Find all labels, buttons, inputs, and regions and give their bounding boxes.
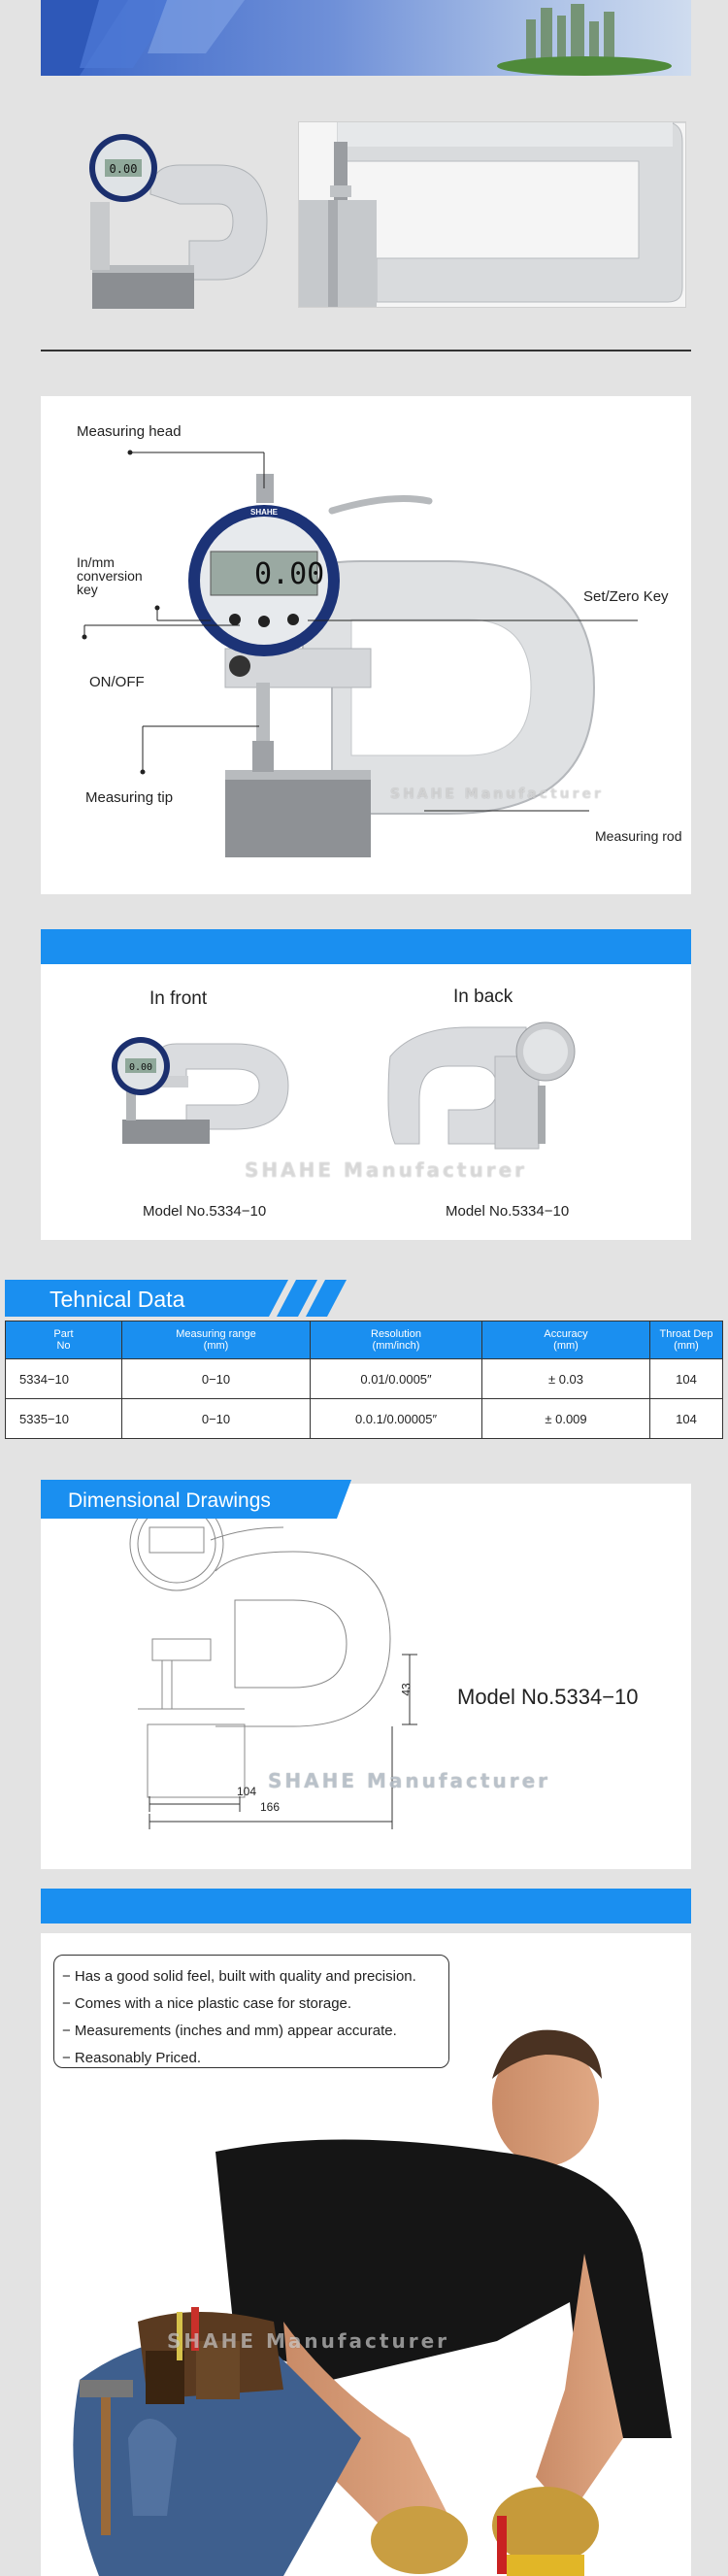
watermark-anatomy: SHAHE Manufacturer <box>390 786 604 802</box>
cell-part: 5334−10 <box>6 1359 122 1399</box>
feature-item: − Reasonably Priced. <box>62 2050 201 2066</box>
cell-accuracy: ± 0.009 <box>482 1399 650 1439</box>
cell-resolution: 0.0.1/0.00005″ <box>311 1399 482 1439</box>
col-header-accuracy: Accuracy (mm) <box>482 1321 650 1359</box>
front-view-title: In front <box>149 988 208 1009</box>
views-images <box>41 964 691 1240</box>
table-header-row <box>6 1321 723 1359</box>
label-measuring-rod: Measuring rod <box>595 828 682 844</box>
features-list <box>53 1955 449 2068</box>
svg-text:0.00: 0.00 <box>109 162 138 176</box>
col-header-throat: Throat Dep (mm) <box>650 1321 723 1359</box>
conversion-key-line-1: In/mm <box>77 554 115 570</box>
feature-item: − Comes with a nice plastic case for storage. <box>62 1995 352 2012</box>
dimensional-drawing <box>41 1484 691 1869</box>
anatomy-diagram <box>41 396 691 894</box>
tech-title-bar <box>5 1280 359 1317</box>
col-header-range: Measuring range (mm) <box>122 1321 311 1359</box>
watermark-drawing: SHAHE Manufacturer <box>268 1769 551 1792</box>
cell-range: 0−10 <box>122 1399 311 1439</box>
label-measuring-tip: Measuring tip <box>85 789 174 806</box>
label-conversion-key <box>77 555 143 596</box>
label-on-off: ON/OFF <box>89 674 145 690</box>
dial-display-value: 0.00 <box>254 557 325 591</box>
dim-throat-label: 104 <box>237 1785 257 1798</box>
cell-throat: 104 <box>650 1399 723 1439</box>
dim-height-label: 43 <box>399 1683 414 1696</box>
conversion-key-line-3: key <box>77 582 98 597</box>
product-photo-left <box>73 124 281 314</box>
anatomy-card <box>41 396 691 894</box>
cell-resolution: 0.01/0.0005″ <box>311 1359 482 1399</box>
views-card <box>41 964 691 1240</box>
drawing-model-label: Model No.5334−10 <box>457 1685 639 1709</box>
gauge-front-image <box>73 124 281 314</box>
watermark-views: SHAHE Manufacturer <box>245 1158 528 1182</box>
label-measuring-head: Measuring head <box>77 423 182 440</box>
gauge-frame-closeup <box>299 122 685 307</box>
dim-length-label: 166 <box>260 1800 281 1814</box>
cell-range: 0−10 <box>122 1359 311 1399</box>
back-view-title: In back <box>453 987 513 1007</box>
cell-accuracy: ± 0.03 <box>482 1359 650 1399</box>
col-header-part: Part No <box>6 1321 122 1359</box>
tech-table <box>5 1321 723 1439</box>
views-header-bar <box>41 929 691 964</box>
top-banner <box>41 0 691 76</box>
cell-part: 5335−10 <box>6 1399 122 1439</box>
col-header-resolution: Resolution (mm/inch) <box>311 1321 482 1359</box>
features-header-bar <box>41 1889 691 1924</box>
feature-item: − Measurements (inches and mm) appear accurate. <box>62 2023 397 2039</box>
cell-throat: 104 <box>650 1359 723 1399</box>
table-row <box>6 1359 723 1399</box>
watermark-features: SHAHE Manufacturer <box>167 2329 450 2353</box>
back-model-label: Model No.5334−10 <box>446 1203 570 1220</box>
table-row <box>6 1399 723 1439</box>
front-model-label: Model No.5334−10 <box>143 1203 267 1220</box>
label-set-zero-key: Set/Zero Key <box>583 588 669 605</box>
svg-text:0.00: 0.00 <box>128 1062 153 1073</box>
banner-graphic <box>41 0 691 76</box>
product-photo-right <box>298 121 686 308</box>
drawing-title-bar <box>41 1480 351 1519</box>
dial-brand: SHAHE <box>249 508 278 517</box>
drawing-card <box>41 1484 691 1869</box>
drawing-title: Dimensional Drawings <box>68 1489 271 1512</box>
divider <box>41 350 691 351</box>
tech-title: Tehnical Data <box>50 1287 185 1312</box>
conversion-key-line-2: conversion <box>77 568 143 584</box>
feature-item: − Has a good solid feel, built with quality and precision. <box>62 1968 416 1985</box>
